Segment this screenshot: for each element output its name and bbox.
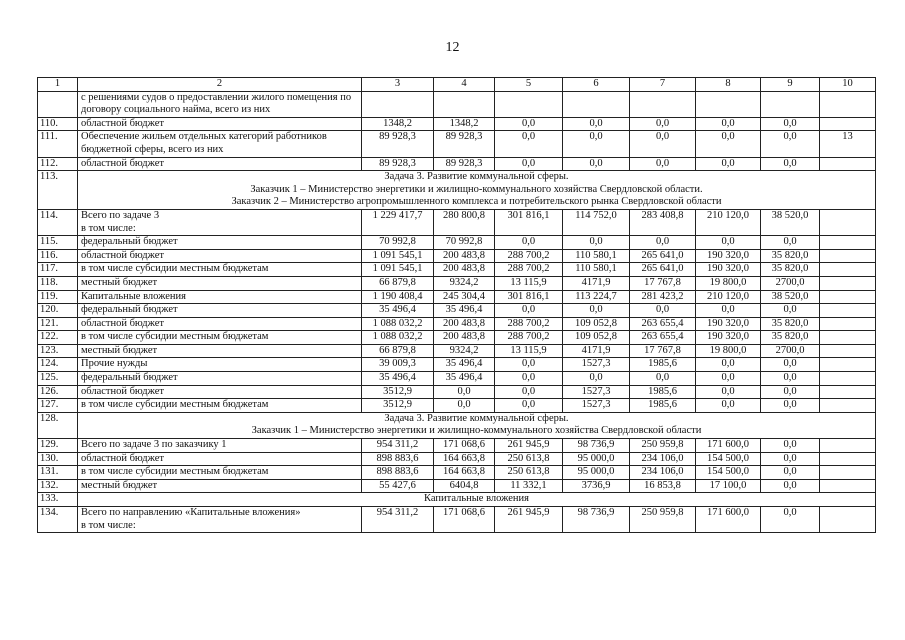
value-cell: 0,0 [563, 372, 630, 386]
row-label: местный бюджет [78, 479, 362, 493]
value-cell: 19 800,0 [696, 344, 761, 358]
row-label: федеральный бюджет [78, 236, 362, 250]
row-label: Всего по задаче 3 в том числе: [78, 209, 362, 235]
value-cell: 0,0 [761, 399, 820, 413]
table-row [38, 131, 876, 157]
value-cell: 38 520,0 [761, 290, 820, 304]
value-cell: 898 883,6 [362, 466, 434, 480]
header-cell: 1 [38, 78, 78, 92]
row-label: Всего по направлению «Капитальные вложения» в том числе: [78, 507, 362, 533]
value-cell [820, 236, 876, 250]
row-label: Капитальные вложения [78, 290, 362, 304]
value-cell [820, 290, 876, 304]
value-cell: 261 945,9 [495, 439, 563, 453]
section-heading-line: Заказчик 1 – Министерство энергетики и жилищно-коммунального хозяйства Свердловской области. [250, 183, 703, 195]
header-cell: 5 [495, 78, 563, 92]
value-cell: 1 088 032,2 [362, 317, 434, 331]
value-cell: 35 496,4 [434, 358, 495, 372]
row-label: областной бюджет [78, 157, 362, 171]
row-number: 127. [38, 399, 78, 413]
row-number: 125. [38, 372, 78, 386]
value-cell: 70 992,8 [362, 236, 434, 250]
value-cell: 0,0 [696, 236, 761, 250]
row-number: 133. [38, 493, 78, 507]
row-number: 120. [38, 304, 78, 318]
value-cell [820, 117, 876, 131]
section-heading [78, 493, 876, 507]
section-row [38, 171, 876, 210]
value-cell: 1 091 545,1 [362, 249, 434, 263]
value-cell [820, 439, 876, 453]
section-heading [78, 412, 876, 438]
value-cell: 2700,0 [761, 276, 820, 290]
value-cell: 1 229 417,7 [362, 209, 434, 235]
header-cell: 2 [78, 78, 362, 92]
row-number: 118. [38, 276, 78, 290]
table-row [38, 479, 876, 493]
row-label: в том числе субсидии местным бюджетам [78, 331, 362, 345]
value-cell: 0,0 [495, 131, 563, 157]
value-cell: 0,0 [495, 358, 563, 372]
value-cell: 0,0 [495, 385, 563, 399]
section-row [38, 412, 876, 438]
value-cell: 200 483,8 [434, 331, 495, 345]
value-cell: 3512,9 [362, 385, 434, 399]
value-cell [696, 91, 761, 117]
value-cell: 9324,2 [434, 344, 495, 358]
value-cell: 1 190 408,4 [362, 290, 434, 304]
value-cell: 95 000,0 [563, 452, 630, 466]
value-cell: 301 816,1 [495, 290, 563, 304]
value-cell: 288 700,2 [495, 331, 563, 345]
value-cell: 16 853,8 [630, 479, 696, 493]
value-cell: 0,0 [761, 466, 820, 480]
value-cell: 66 879,8 [362, 276, 434, 290]
row-number: 121. [38, 317, 78, 331]
value-cell: 17 767,8 [630, 344, 696, 358]
value-cell: 288 700,2 [495, 317, 563, 331]
value-cell: 190 320,0 [696, 317, 761, 331]
value-cell: 0,0 [563, 131, 630, 157]
value-cell [820, 331, 876, 345]
value-cell: 19 800,0 [696, 276, 761, 290]
value-cell: 0,0 [696, 399, 761, 413]
value-cell [820, 209, 876, 235]
row-number: 123. [38, 344, 78, 358]
value-cell [820, 344, 876, 358]
value-cell [434, 91, 495, 117]
header-cell: 8 [696, 78, 761, 92]
row-label: в том числе субсидии местным бюджетам [78, 466, 362, 480]
value-cell: 0,0 [761, 452, 820, 466]
value-cell: 250 959,8 [630, 439, 696, 453]
value-cell: 954 311,2 [362, 507, 434, 533]
section-heading-line: Задача 3. Развитие коммунальной сферы. [384, 171, 569, 183]
table-row [38, 466, 876, 480]
value-cell [820, 358, 876, 372]
table-row [38, 157, 876, 171]
value-cell: 0,0 [761, 236, 820, 250]
value-cell: 0,0 [761, 117, 820, 131]
row-label: местный бюджет [78, 344, 362, 358]
value-cell: 0,0 [761, 358, 820, 372]
row-number: 130. [38, 452, 78, 466]
value-cell: 0,0 [696, 304, 761, 318]
value-cell: 283 408,8 [630, 209, 696, 235]
value-cell: 1348,2 [434, 117, 495, 131]
value-cell: 0,0 [563, 117, 630, 131]
value-cell: 13 [820, 131, 876, 157]
value-cell: 70 992,8 [434, 236, 495, 250]
table-row [38, 358, 876, 372]
row-number: 110. [38, 117, 78, 131]
table-row [38, 399, 876, 413]
value-cell: 95 000,0 [563, 466, 630, 480]
row-label: федеральный бюджет [78, 304, 362, 318]
value-cell: 3736,9 [563, 479, 630, 493]
value-cell [820, 263, 876, 277]
value-cell: 89 928,3 [434, 131, 495, 157]
value-cell: 39 009,3 [362, 358, 434, 372]
row-label: Обеспечение жильем отдельных категорий работников бюджетной сферы, всего из них [78, 131, 362, 157]
value-cell [820, 507, 876, 533]
value-cell: 0,0 [696, 358, 761, 372]
value-cell: 89 928,3 [362, 131, 434, 157]
value-cell: 0,0 [630, 131, 696, 157]
value-cell: 98 736,9 [563, 507, 630, 533]
value-cell: 250 613,8 [495, 452, 563, 466]
value-cell: 109 052,8 [563, 317, 630, 331]
value-cell: 0,0 [495, 236, 563, 250]
value-cell [820, 385, 876, 399]
value-cell: 164 663,8 [434, 466, 495, 480]
value-cell: 110 580,1 [563, 263, 630, 277]
value-cell: 0,0 [495, 399, 563, 413]
value-cell: 0,0 [696, 157, 761, 171]
row-label: областной бюджет [78, 249, 362, 263]
row-number: 114. [38, 209, 78, 235]
header-cell: 10 [820, 78, 876, 92]
value-cell [820, 479, 876, 493]
row-number: 111. [38, 131, 78, 157]
row-number: 115. [38, 236, 78, 250]
value-cell: 109 052,8 [563, 331, 630, 345]
value-cell: 1527,3 [563, 399, 630, 413]
value-cell: 55 427,6 [362, 479, 434, 493]
section-heading-line: Заказчик 1 – Министерство энергетики и жилищно-коммунального хозяйства Свердловской области [251, 425, 702, 437]
row-label: в том числе субсидии местным бюджетам [78, 399, 362, 413]
value-cell: 171 068,6 [434, 507, 495, 533]
row-number: 117. [38, 263, 78, 277]
value-cell: 0,0 [630, 157, 696, 171]
value-cell: 954 311,2 [362, 439, 434, 453]
section-heading-line: Заказчик 2 – Министерство агропромышленного комплекса и потребительского рынка Свердловской области [231, 196, 722, 208]
table-row [38, 249, 876, 263]
value-cell: 210 120,0 [696, 209, 761, 235]
value-cell: 17 767,8 [630, 276, 696, 290]
value-cell [820, 466, 876, 480]
section-heading [78, 171, 876, 210]
value-cell: 1985,6 [630, 385, 696, 399]
value-cell: 4171,9 [563, 276, 630, 290]
value-cell [820, 91, 876, 117]
value-cell: 0,0 [563, 236, 630, 250]
row-label: с решениями судов о предоставлении жилого помещения по договору социального найма, всего из них [78, 91, 362, 117]
value-cell: 4171,9 [563, 344, 630, 358]
value-cell: 0,0 [696, 117, 761, 131]
value-cell: 6404,8 [434, 479, 495, 493]
value-cell: 190 320,0 [696, 331, 761, 345]
value-cell: 301 816,1 [495, 209, 563, 235]
value-cell: 250 613,8 [495, 466, 563, 480]
value-cell [563, 91, 630, 117]
row-number: 124. [38, 358, 78, 372]
value-cell: 200 483,8 [434, 263, 495, 277]
value-cell [761, 91, 820, 117]
header-cell: 9 [761, 78, 820, 92]
value-cell: 171 600,0 [696, 439, 761, 453]
value-cell: 0,0 [630, 372, 696, 386]
value-cell [820, 249, 876, 263]
value-cell: 113 224,7 [563, 290, 630, 304]
value-cell: 0,0 [761, 439, 820, 453]
value-cell: 0,0 [761, 479, 820, 493]
row-label: областной бюджет [78, 317, 362, 331]
value-cell: 1 091 545,1 [362, 263, 434, 277]
value-cell: 35 496,4 [362, 304, 434, 318]
table-row [38, 317, 876, 331]
table-row [38, 439, 876, 453]
row-number [38, 91, 78, 117]
row-number: 132. [38, 479, 78, 493]
row-number: 112. [38, 157, 78, 171]
value-cell [820, 304, 876, 318]
value-cell [362, 91, 434, 117]
value-cell: 11 332,1 [495, 479, 563, 493]
value-cell: 110 580,1 [563, 249, 630, 263]
value-cell: 898 883,6 [362, 452, 434, 466]
value-cell [820, 372, 876, 386]
value-cell: 0,0 [630, 304, 696, 318]
row-number: 122. [38, 331, 78, 345]
value-cell: 35 820,0 [761, 317, 820, 331]
value-cell: 0,0 [761, 385, 820, 399]
value-cell: 234 106,0 [630, 452, 696, 466]
row-label: федеральный бюджет [78, 372, 362, 386]
value-cell: 288 700,2 [495, 263, 563, 277]
value-cell [820, 276, 876, 290]
value-cell: 280 800,8 [434, 209, 495, 235]
value-cell: 0,0 [495, 117, 563, 131]
value-cell [820, 317, 876, 331]
table-body [38, 78, 876, 533]
value-cell: 245 304,4 [434, 290, 495, 304]
row-number: 129. [38, 439, 78, 453]
header-cell: 3 [362, 78, 434, 92]
value-cell [820, 452, 876, 466]
value-cell: 190 320,0 [696, 263, 761, 277]
value-cell: 261 945,9 [495, 507, 563, 533]
value-cell: 200 483,8 [434, 317, 495, 331]
table-row [38, 263, 876, 277]
table-row [38, 91, 876, 117]
row-number: 113. [38, 171, 78, 210]
value-cell: 17 100,0 [696, 479, 761, 493]
value-cell: 154 500,0 [696, 466, 761, 480]
header-cell: 6 [563, 78, 630, 92]
value-cell: 288 700,2 [495, 249, 563, 263]
value-cell: 0,0 [761, 304, 820, 318]
value-cell: 98 736,9 [563, 439, 630, 453]
value-cell: 35 496,4 [434, 372, 495, 386]
value-cell: 265 641,0 [630, 249, 696, 263]
value-cell: 35 496,4 [362, 372, 434, 386]
value-cell: 0,0 [630, 117, 696, 131]
value-cell: 13 115,9 [495, 344, 563, 358]
table-row [38, 236, 876, 250]
value-cell: 1527,3 [563, 358, 630, 372]
value-cell: 164 663,8 [434, 452, 495, 466]
value-cell: 263 655,4 [630, 317, 696, 331]
value-cell: 234 106,0 [630, 466, 696, 480]
value-cell: 281 423,2 [630, 290, 696, 304]
value-cell: 13 115,9 [495, 276, 563, 290]
value-cell: 0,0 [696, 372, 761, 386]
table-row [38, 304, 876, 318]
budget-table [37, 77, 876, 533]
value-cell: 0,0 [495, 372, 563, 386]
value-cell: 2700,0 [761, 344, 820, 358]
value-cell: 35 496,4 [434, 304, 495, 318]
table-row [38, 507, 876, 533]
section-heading-line: Задача 3. Развитие коммунальной сферы. [384, 412, 569, 424]
value-cell: 89 928,3 [434, 157, 495, 171]
row-label: Прочие нужды [78, 358, 362, 372]
header-cell: 7 [630, 78, 696, 92]
page-number: 12 [445, 40, 460, 55]
value-cell: 210 120,0 [696, 290, 761, 304]
row-label: местный бюджет [78, 276, 362, 290]
value-cell: 114 752,0 [563, 209, 630, 235]
value-cell: 0,0 [696, 385, 761, 399]
value-cell: 35 820,0 [761, 249, 820, 263]
row-label: областной бюджет [78, 117, 362, 131]
row-number: 128. [38, 412, 78, 438]
row-label: в том числе субсидии местным бюджетам [78, 263, 362, 277]
table-row [38, 452, 876, 466]
value-cell: 0,0 [563, 157, 630, 171]
value-cell [820, 399, 876, 413]
value-cell: 3512,9 [362, 399, 434, 413]
value-cell: 0,0 [495, 157, 563, 171]
value-cell: 89 928,3 [362, 157, 434, 171]
value-cell: 1 088 032,2 [362, 331, 434, 345]
value-cell: 190 320,0 [696, 249, 761, 263]
value-cell: 0,0 [563, 304, 630, 318]
value-cell: 0,0 [761, 372, 820, 386]
value-cell: 35 820,0 [761, 331, 820, 345]
value-cell: 0,0 [761, 157, 820, 171]
value-cell: 1527,3 [563, 385, 630, 399]
table-row [38, 372, 876, 386]
table-row [38, 117, 876, 131]
value-cell: 1985,6 [630, 399, 696, 413]
value-cell: 0,0 [434, 385, 495, 399]
table-row [38, 385, 876, 399]
table-row [38, 276, 876, 290]
row-number: 119. [38, 290, 78, 304]
value-cell [630, 91, 696, 117]
value-cell: 200 483,8 [434, 249, 495, 263]
section-row [38, 493, 876, 507]
value-cell: 263 655,4 [630, 331, 696, 345]
value-cell: 0,0 [630, 236, 696, 250]
value-cell: 250 959,8 [630, 507, 696, 533]
row-number: 131. [38, 466, 78, 480]
value-cell: 265 641,0 [630, 263, 696, 277]
value-cell: 0,0 [696, 131, 761, 157]
header-row [38, 78, 876, 92]
header-cell: 4 [434, 78, 495, 92]
value-cell: 171 600,0 [696, 507, 761, 533]
row-number: 134. [38, 507, 78, 533]
table-row [38, 331, 876, 345]
table-row [38, 209, 876, 235]
value-cell: 171 068,6 [434, 439, 495, 453]
value-cell: 35 820,0 [761, 263, 820, 277]
value-cell [495, 91, 563, 117]
value-cell [820, 157, 876, 171]
value-cell: 38 520,0 [761, 209, 820, 235]
table-row [38, 344, 876, 358]
value-cell: 9324,2 [434, 276, 495, 290]
value-cell: 0,0 [434, 399, 495, 413]
row-label: областной бюджет [78, 385, 362, 399]
row-label: областной бюджет [78, 452, 362, 466]
row-label: Всего по задаче 3 по заказчику 1 [78, 439, 362, 453]
value-cell: 66 879,8 [362, 344, 434, 358]
row-number: 116. [38, 249, 78, 263]
value-cell: 0,0 [761, 507, 820, 533]
section-heading-line: Капитальные вложения [424, 493, 529, 505]
row-number: 126. [38, 385, 78, 399]
value-cell: 1985,6 [630, 358, 696, 372]
value-cell: 0,0 [495, 304, 563, 318]
table-row [38, 290, 876, 304]
value-cell: 1348,2 [362, 117, 434, 131]
value-cell: 0,0 [761, 131, 820, 157]
value-cell: 154 500,0 [696, 452, 761, 466]
